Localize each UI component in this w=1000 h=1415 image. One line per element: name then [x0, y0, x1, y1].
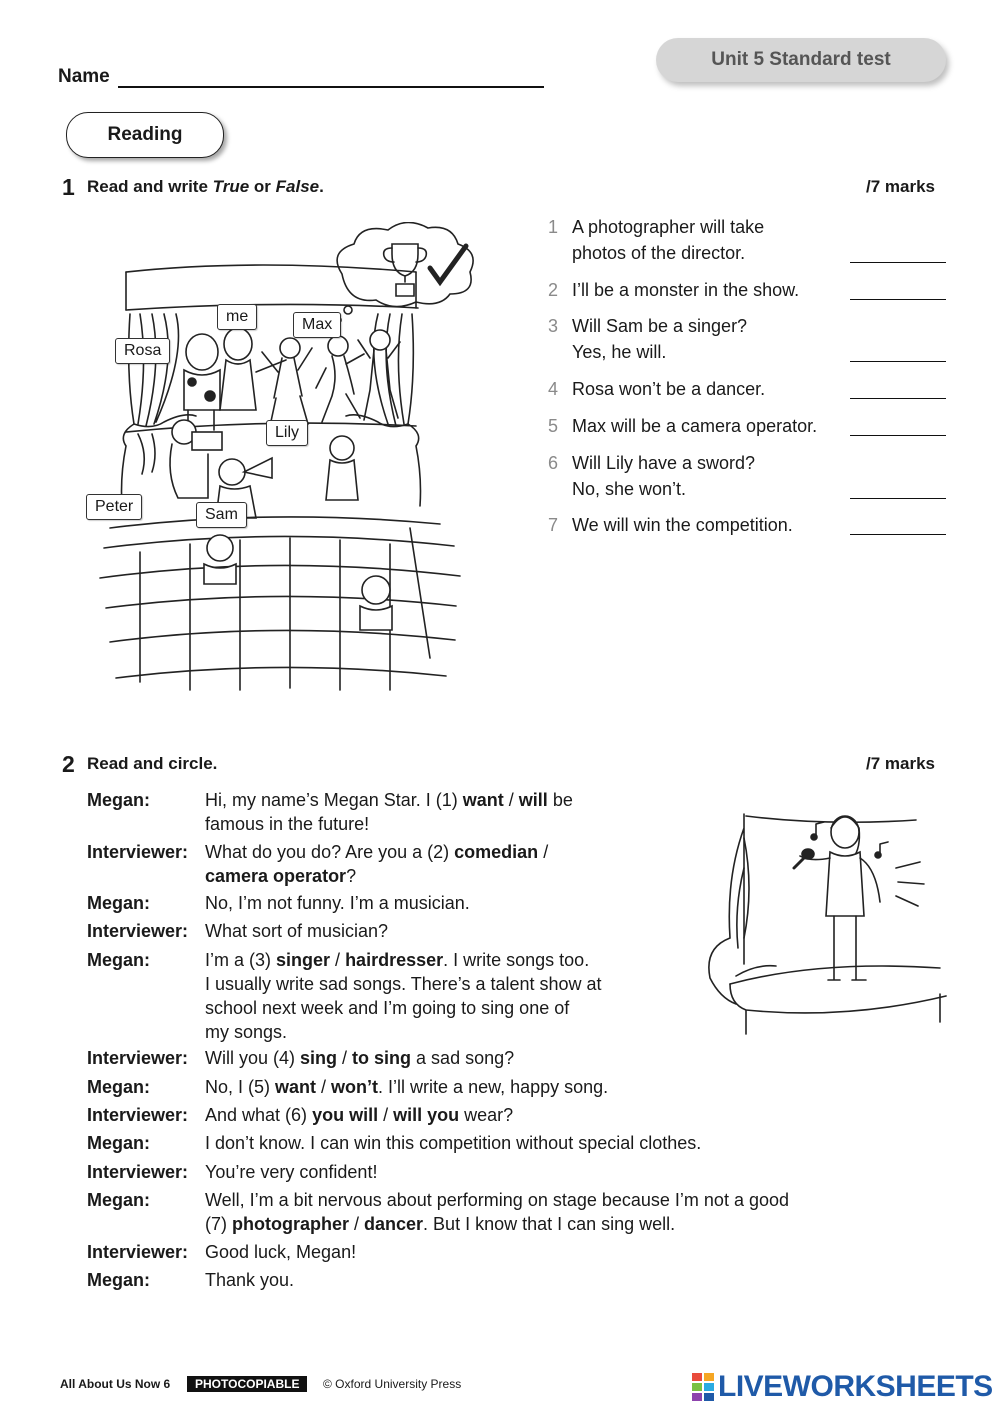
option-separator: / [337, 1048, 353, 1068]
speaker: Megan: [87, 1270, 150, 1290]
option-separator: / [349, 1214, 365, 1234]
instruction-suffix: . [319, 177, 324, 196]
label-lily: Lily [266, 420, 308, 446]
footer-book-title: All About Us Now 6 [60, 1377, 171, 1391]
statement-number: 7 [548, 515, 559, 535]
statement-number: 4 [548, 379, 559, 399]
dialogue-text: ? [346, 866, 357, 886]
footer-copyright: © Oxford University Press [323, 1377, 462, 1391]
statement-text-line2: No, she won’t. [572, 479, 687, 499]
name-input-line[interactable] [118, 86, 544, 88]
dialogue-text: Will you (4) [205, 1048, 301, 1068]
option-3b[interactable]: hairdresser [345, 950, 444, 970]
liveworksheets-logo [692, 1372, 993, 1402]
statement-text: Rosa won’t be a dancer. [572, 379, 766, 399]
section-badge-reading [66, 112, 224, 158]
exercise-2-number: 2 [62, 751, 75, 777]
label-sam: Sam [196, 502, 247, 528]
option-separator: / [316, 1077, 332, 1097]
singer-on-stage-illustration [700, 808, 950, 1048]
label-me: me [217, 304, 257, 330]
speaker: Interviewer: [87, 1162, 189, 1182]
statement-text-line2: Yes, he will. [572, 342, 667, 362]
instruction-false: False [275, 177, 320, 196]
dialogue-text: Well, I’m a bit nervous about performing on stage because I’m not a good [205, 1190, 789, 1210]
option-separator: / [503, 790, 519, 810]
dialogue-text: (7) [205, 1214, 232, 1234]
option-2a[interactable]: comedian [454, 842, 539, 862]
answer-blank-3[interactable] [850, 361, 946, 362]
statement-text: Will Lily have a sword? [572, 453, 756, 473]
option-3a[interactable]: singer [276, 950, 331, 970]
option-6a[interactable]: you will [312, 1105, 379, 1125]
statement-6 [548, 450, 948, 502]
dialogue-text: I usually write sad songs. There’s a talent show at [205, 974, 602, 994]
dialogue-text: Good luck, Megan! [205, 1242, 357, 1262]
option-7a[interactable]: photographer [232, 1214, 349, 1234]
exercise-1-marks: /7 marks [866, 177, 935, 196]
option-4a[interactable]: sing [300, 1048, 338, 1068]
option-separator: / [378, 1105, 394, 1125]
answer-blank-1[interactable] [850, 262, 946, 263]
speaker: Megan: [87, 1077, 150, 1097]
speaker: Interviewer: [87, 842, 189, 862]
section-label: Reading [107, 124, 183, 145]
theatre-stage-illustration [80, 222, 500, 714]
instruction-true: True [212, 177, 250, 196]
dialogue-text: famous in the future! [205, 814, 370, 834]
dialogue-text: be [547, 790, 573, 810]
instruction-prefix: Read and write [87, 177, 213, 196]
dialogue-text: school next week and I’m going to sing one of [205, 998, 570, 1018]
option-6b[interactable]: will you [393, 1105, 460, 1125]
statement-7 [548, 512, 948, 538]
statement-2 [548, 277, 948, 303]
statement-number: 2 [548, 280, 559, 300]
statement-5 [548, 413, 948, 439]
dialogue-text: . I’ll write a new, happy song. [378, 1077, 609, 1097]
statement-number: 1 [548, 217, 559, 237]
dialogue-text: And what (6) [205, 1105, 313, 1125]
option-2b[interactable]: camera operator [205, 866, 347, 886]
statement-number: 6 [548, 453, 559, 473]
statement-text: I’ll be a monster in the show. [572, 280, 800, 300]
answer-blank-7[interactable] [850, 534, 946, 535]
answer-blank-6[interactable] [850, 498, 946, 499]
liveworksheets-icon [692, 1373, 714, 1401]
statement-text: Max will be a camera operator. [572, 416, 818, 436]
dialogue-text: I’m a (3) [205, 950, 277, 970]
speaker: Megan: [87, 893, 150, 913]
answer-blank-5[interactable] [850, 435, 946, 436]
label-rosa: Rosa [115, 338, 170, 364]
dialogue-text: my songs. [205, 1022, 288, 1042]
statement-1 [548, 214, 948, 266]
dialogue-text: . I write songs too. [443, 950, 590, 970]
option-1b[interactable]: will [518, 790, 548, 810]
exercise-2-instruction: Read and circle. [87, 754, 218, 773]
dialogue-text: . But I know that I can sing well. [423, 1214, 676, 1234]
speaker: Interviewer: [87, 1048, 189, 1068]
answer-blank-2[interactable] [850, 299, 946, 300]
statement-text: A photographer will take [572, 217, 765, 237]
speaker: Megan: [87, 950, 150, 970]
singer-drawing [700, 808, 950, 1048]
exercise-1-number: 1 [62, 174, 75, 200]
label-peter: Peter [86, 494, 142, 520]
statement-text: We will win the competition. [572, 515, 793, 535]
name-label: Name [58, 66, 110, 87]
option-separator: / [330, 950, 346, 970]
speaker: Interviewer: [87, 1242, 189, 1262]
instruction-or: or [249, 177, 276, 196]
dialogue-text: No, I (5) [205, 1077, 276, 1097]
exercise-1-instruction [87, 177, 324, 197]
dialogue-text: wear? [459, 1105, 514, 1125]
option-4b[interactable]: to sing [352, 1048, 412, 1068]
dialogue-text: What do you do? Are you a (2) [205, 842, 455, 862]
answer-blank-4[interactable] [850, 398, 946, 399]
speaker: Megan: [87, 790, 150, 810]
dialogue-text: What sort of musician? [205, 921, 389, 941]
dialogue-text: I don’t know. I can win this competition without special clothes. [205, 1133, 702, 1153]
dialogue-text: Thank you. [205, 1270, 295, 1290]
unit-title: Unit 5 Standard test [711, 49, 891, 70]
liveworksheets-brand: LIVEWORKSHEETS [718, 1370, 993, 1403]
statement-4 [548, 376, 948, 402]
exercise-2-marks: /7 marks [866, 754, 935, 773]
option-1a[interactable]: want [462, 790, 504, 810]
statement-text: Will Sam be a singer? [572, 316, 748, 336]
statement-number: 3 [548, 316, 559, 336]
stage-drawing [80, 222, 500, 714]
dialogue-text: a sad song? [411, 1048, 515, 1068]
statement-3 [548, 313, 948, 365]
option-7b[interactable]: dancer [364, 1214, 424, 1234]
speaker: Megan: [87, 1133, 150, 1153]
option-5a[interactable]: want [275, 1077, 317, 1097]
option-5b[interactable]: won’t [331, 1077, 379, 1097]
dialogue-text: No, I’m not funny. I’m a musician. [205, 893, 470, 913]
dialogue-text: You’re very confident! [205, 1162, 378, 1182]
option-separator: / [538, 842, 549, 862]
dialogue-text: Hi, my name’s Megan Star. I (1) [205, 790, 463, 810]
speaker: Interviewer: [87, 1105, 189, 1125]
unit-title-badge [656, 38, 946, 82]
statement-text-line2: photos of the director. [572, 243, 746, 263]
footer-photocopiable-badge: PHOTOCOPIABLE [187, 1376, 307, 1392]
label-max: Max [293, 312, 341, 338]
speaker: Interviewer: [87, 921, 189, 941]
statement-number: 5 [548, 416, 559, 436]
speaker: Megan: [87, 1190, 150, 1210]
